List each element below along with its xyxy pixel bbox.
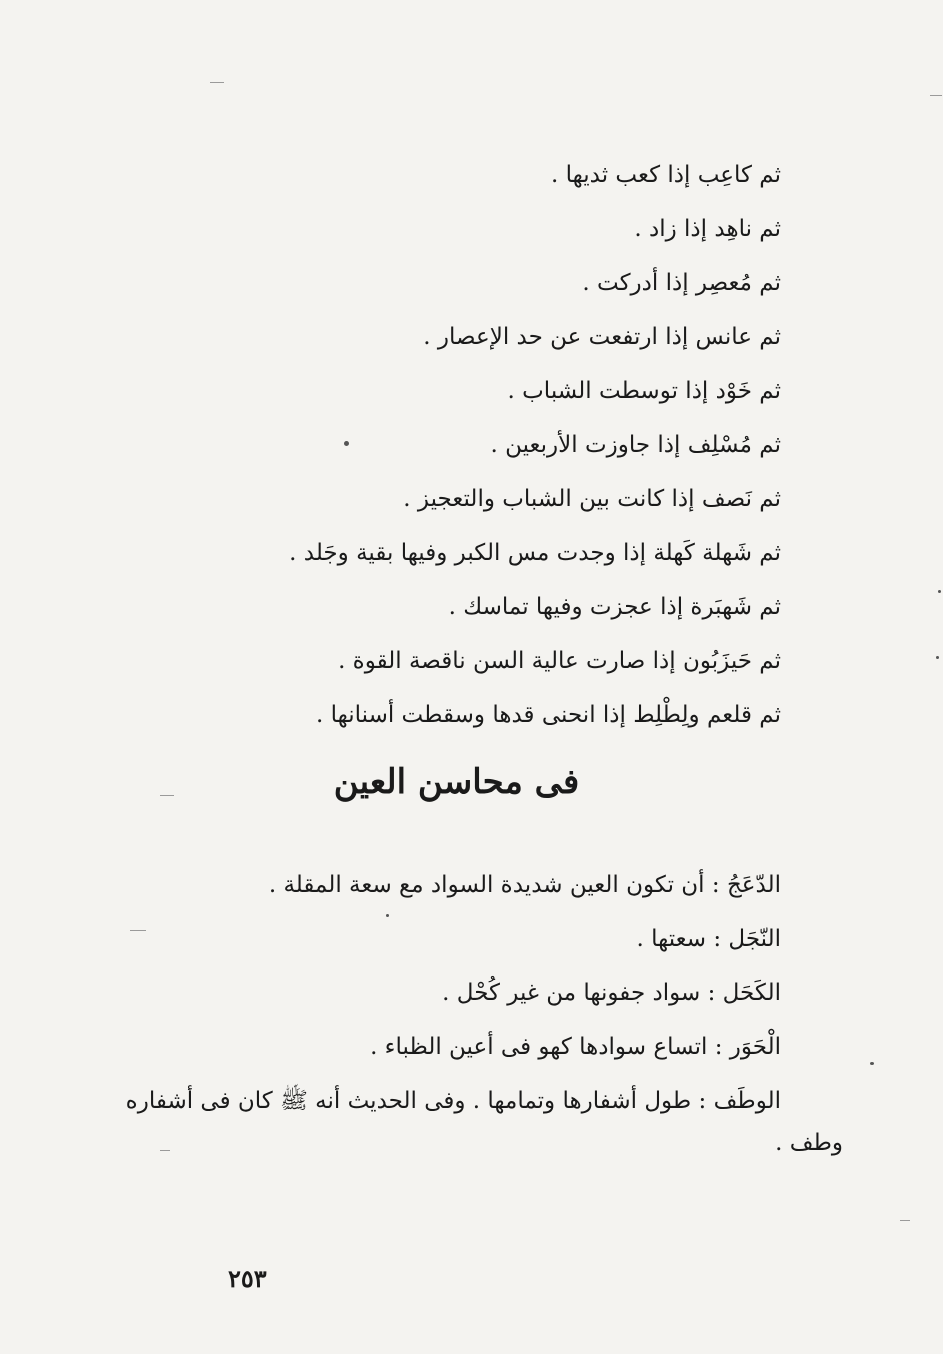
scan-mark [900,1220,910,1221]
stage-line-2: ثم ناهِد إذا زاد . [634,216,781,242]
stage-line-4: ثم عانس إذا ارتفعت عن حد الإعصار . [423,324,781,350]
section-title: فى محاسن العين [333,762,580,802]
definition-line-1: الدّعَجُ : أن تكون العين شديدة السواد مع سعة المقلة . [268,872,781,898]
scan-mark [210,82,224,83]
page-number: ٢٥٣ [228,1264,267,1293]
stage-line-5: ثم خَوْد إذا توسطت الشباب . [507,378,781,404]
stage-line-6: ثم مُسْلِف إذا جاوزت الأربعين . [490,432,781,458]
stage-line-11: ثم قلعم ولِطْلِط إذا انحنى قدها وسقطت أسنانها . [315,702,781,728]
scan-mark [160,1150,170,1151]
stage-line-1: ثم كاعِب إذا كعب ثديها . [551,162,781,188]
scan-speck [344,441,349,446]
definition-line-5-continuation: وطف . [775,1130,843,1156]
scan-speck [870,1062,874,1065]
stage-line-9: ثم شَهبَرة إذا عجزت وفيها تماسك . [448,594,781,620]
scan-speck [936,656,939,659]
stage-line-8: ثم شَهلة كَهلة إذا وجدت مس الكبر وفيها بقية وجَلد . [289,540,781,566]
stage-line-10: ثم حَيزَبُون إذا صارت عالية السن ناقصة القوة . [338,648,781,674]
scan-mark [930,95,942,96]
definition-line-2: النّجَل : سعتها . [636,926,781,952]
stage-line-7: ثم نَصف إذا كانت بين الشباب والتعجيز . [403,486,781,512]
definition-line-5: الوطَف : طول أشفارها وتمامها . وفى الحديث أنه ﷺ كان فى أشفاره [125,1088,781,1114]
definition-line-3: الكَحَل : سواد جفونها من غير كُحْل . [442,980,781,1006]
scan-speck [386,914,389,917]
definition-line-4: الْحَوَر : اتساع سوادها كهو فى أعين الظباء . [370,1034,781,1060]
scan-mark [130,930,146,931]
scan-speck [938,590,941,593]
scan-mark [160,795,174,796]
stage-line-3: ثم مُعصِر إذا أدركت . [582,270,781,296]
